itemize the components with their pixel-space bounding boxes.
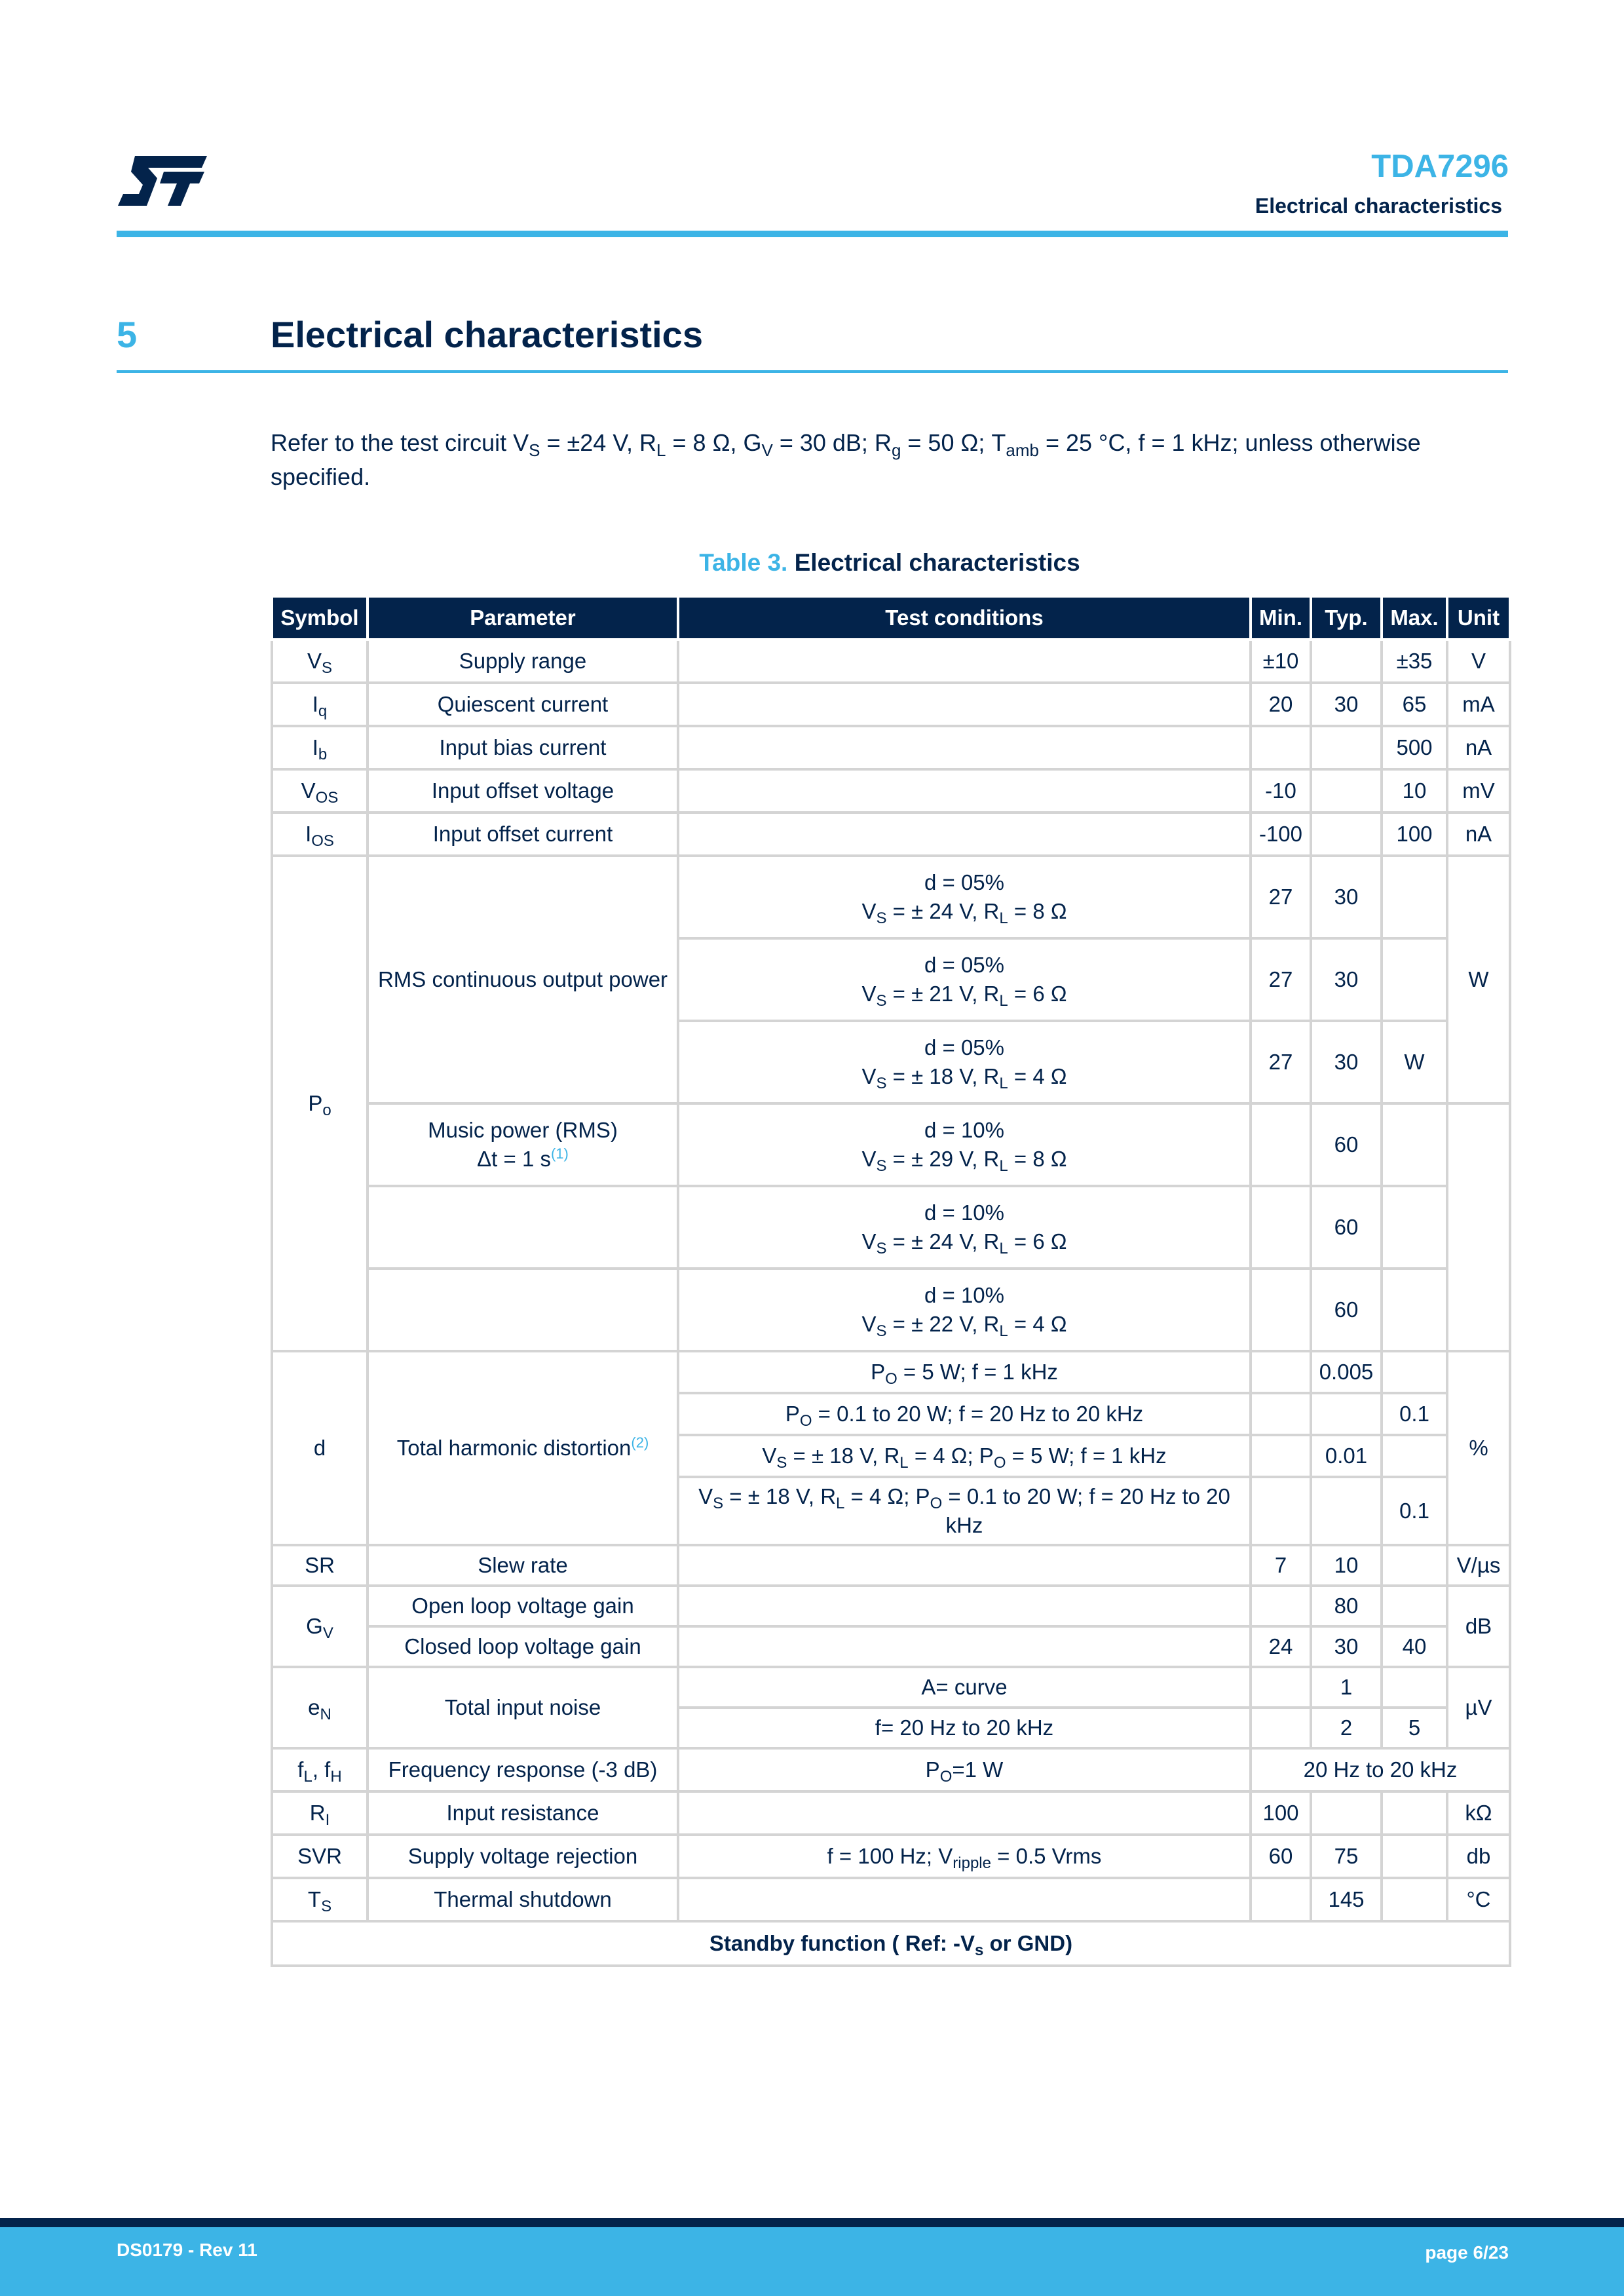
unit-cell: dB [1447, 1586, 1510, 1667]
section-divider [117, 370, 1508, 373]
condition-cell: f = 100 Hz; $V_{ripple} = 0.5$ Vrms [678, 1835, 1251, 1878]
max-cell [1382, 1269, 1447, 1351]
max-cell [1382, 856, 1447, 938]
unit-cell: W [1447, 856, 1510, 1103]
header-parameter: Parameter [368, 596, 678, 640]
unit-cell: kΩ [1447, 1791, 1510, 1835]
min-cell: 20 [1251, 683, 1311, 726]
condition-cell [678, 640, 1251, 683]
max-cell [1382, 1878, 1447, 1921]
unit-cell: µV [1447, 1667, 1510, 1748]
symbol-cell: $f_L$, $f_H$ [272, 1748, 368, 1791]
table-row [272, 1626, 1510, 1667]
condition-cell: d = 10% $V_S$ = ± 24 V, $R_L = 6$ Ω [678, 1186, 1251, 1269]
min-cell: 60 [1251, 1835, 1311, 1878]
footer-page-number: page 6/23 [1425, 2242, 1509, 2263]
table-row [272, 1878, 1510, 1921]
typ-cell: 0.005 [1311, 1351, 1382, 1393]
condition-cell: $P_O = 5$ W; f = 1 kHz [678, 1351, 1251, 1393]
condition-cell: d = 10% $V_S$ = ± 22 V, $R_L = 4$ Ω [678, 1269, 1251, 1351]
min-cell: 27 [1251, 856, 1311, 938]
parameter-cell: Closed loop voltage gain [368, 1626, 678, 1667]
min-cell [1251, 1477, 1311, 1545]
typ-cell: 0.01 [1311, 1435, 1382, 1477]
max-cell: ±35 [1382, 640, 1447, 683]
table-row [272, 813, 1510, 856]
min-cell [1251, 1351, 1311, 1393]
table-row [272, 683, 1510, 726]
min-cell [1251, 1269, 1311, 1351]
header-min: Min. [1251, 596, 1311, 640]
symbol-cell: SVR [272, 1835, 368, 1878]
max-cell [1382, 1186, 1447, 1269]
min-cell [1251, 1186, 1311, 1269]
max-cell: 5 [1382, 1708, 1447, 1748]
max-cell [1382, 1103, 1447, 1186]
typ-cell: 2 [1311, 1708, 1382, 1748]
parameter-cell: Supply voltage rejection [368, 1835, 678, 1878]
condition-cell [678, 1878, 1251, 1921]
table-caption: Table 3. Electrical characteristics [699, 549, 1080, 576]
typ-cell: 75 [1311, 1835, 1382, 1878]
typ-cell: 30 [1311, 856, 1382, 938]
parameter-cell: Music power (RMS) Δt = 1 $s^{(1)}$ [368, 1103, 678, 1186]
condition-cell: $P_O=1$ W [678, 1748, 1251, 1791]
typ-cell [1311, 813, 1382, 856]
condition-cell [678, 769, 1251, 813]
max-cell [1382, 1791, 1447, 1835]
condition-cell [678, 683, 1251, 726]
max-cell: 100 [1382, 813, 1447, 856]
condition-cell [678, 813, 1251, 856]
header-unit: Unit [1447, 596, 1510, 640]
typ-cell: 80 [1311, 1586, 1382, 1626]
table-row [272, 1835, 1510, 1878]
condition-cell [678, 1545, 1251, 1586]
unit-cell: mA [1447, 683, 1510, 726]
parameter-cell [368, 1186, 678, 1269]
symbol-cell: $e_N$ [272, 1667, 368, 1748]
symbol-cell: $I_q$ [272, 683, 368, 726]
unit-cell: nA [1447, 813, 1510, 856]
symbol-cell: $R_I$ [272, 1791, 368, 1835]
section-number: 5 [117, 314, 138, 355]
min-cell: -10 [1251, 769, 1311, 813]
min-cell [1251, 726, 1311, 769]
typ-cell [1311, 769, 1382, 813]
unit-cell: % [1447, 1351, 1510, 1545]
max-cell [1382, 938, 1447, 1021]
typ-cell: 30 [1311, 1021, 1382, 1103]
min-cell: 27 [1251, 1021, 1311, 1103]
max-cell [1382, 1435, 1447, 1477]
unit-cell: V [1447, 640, 1510, 683]
parameter-cell: Thermal shutdown [368, 1878, 678, 1921]
typ-cell [1311, 1477, 1382, 1545]
max-cell: 500 [1382, 726, 1447, 769]
parameter-cell: Open loop voltage gain [368, 1586, 678, 1626]
table-header-row [272, 596, 1510, 640]
symbol-cell: $I_b$ [272, 726, 368, 769]
symbol-cell: $I_{OS}$ [272, 813, 368, 856]
typ-cell: 60 [1311, 1269, 1382, 1351]
header-symbol: Symbol [272, 596, 368, 640]
unit-cell: db [1447, 1835, 1510, 1878]
typ-cell: 145 [1311, 1878, 1382, 1921]
condition-cell: d = 05% $V_S$ = ± 18 V, $R_L = 4$ Ω [678, 1021, 1251, 1103]
parameter-cell: Input resistance [368, 1791, 678, 1835]
typ-cell: 30 [1311, 1626, 1382, 1667]
max-cell [1382, 1667, 1447, 1708]
table-row [272, 769, 1510, 813]
max-cell [1382, 1351, 1447, 1393]
typ-cell [1311, 1393, 1382, 1435]
table-row [272, 1103, 1510, 1186]
min-cell [1251, 1667, 1311, 1708]
symbol-cell: SR [272, 1545, 368, 1586]
symbol-cell: $G_V$ [272, 1586, 368, 1667]
condition-cell: $V_S$ = ± 18 V, $R_L = 4$ Ω; $P_O = 5$ W; f = 1 kHz [678, 1435, 1251, 1477]
unit-cell [1447, 1103, 1510, 1351]
min-cell: 7 [1251, 1545, 1311, 1586]
parameter-cell: Supply range [368, 640, 678, 683]
table-row [272, 1921, 1510, 1966]
max-cell: 10 [1382, 769, 1447, 813]
max-cell: 40 [1382, 1626, 1447, 1667]
table-row [272, 856, 1510, 938]
typ-cell: 30 [1311, 938, 1382, 1021]
parameter-cell: Quiescent current [368, 683, 678, 726]
standby-function-heading: Standby function ( Ref: $-V_s$ or GND) [272, 1921, 1510, 1966]
min-cell [1251, 1393, 1311, 1435]
condition-cell: d = 05% $V_S$ = ± 21 V, $R_L = 6$ Ω [678, 938, 1251, 1021]
min-cell: ±10 [1251, 640, 1311, 683]
max-cell [1382, 1835, 1447, 1878]
condition-cell: f= 20 Hz to 20 kHz [678, 1708, 1251, 1748]
footer-revision: DS0179 - Rev 11 [117, 2240, 257, 2260]
min-cell [1251, 1435, 1311, 1477]
min-cell: 100 [1251, 1791, 1311, 1835]
min-cell: 27 [1251, 938, 1311, 1021]
parameter-cell [368, 1269, 678, 1351]
header-max: Max. [1382, 596, 1447, 640]
typ-cell: 10 [1311, 1545, 1382, 1586]
parameter-cell: RMS continuous output power [368, 856, 678, 1103]
table-row [272, 1351, 1510, 1393]
table-row [272, 1748, 1510, 1791]
header-typ: Typ. [1311, 596, 1382, 640]
parameter-cell: Input offset current [368, 813, 678, 856]
footer-divider [0, 2218, 1624, 2227]
condition-cell: $P_O = 0.1$ to 20 W; f = 20 Hz to 20 kHz [678, 1393, 1251, 1435]
symbol-cell: $V_S$ [272, 640, 368, 683]
min-cell: 24 [1251, 1626, 1311, 1667]
table-row [272, 1667, 1510, 1708]
electrical-characteristics-table [271, 595, 1511, 1967]
symbol-cell: $P_o$ [272, 856, 368, 1351]
table-row [272, 640, 1510, 683]
condition-cell: A= curve [678, 1667, 1251, 1708]
condition-cell [678, 1626, 1251, 1667]
min-cell [1251, 1878, 1311, 1921]
parameter-cell: Slew rate [368, 1545, 678, 1586]
table-row [272, 1545, 1510, 1586]
parameter-cell: Total input noise [368, 1667, 678, 1748]
table-row [272, 726, 1510, 769]
condition-cell: d = 05% $V_S$ = ± 24 V, $R_L = 8$ Ω [678, 856, 1251, 938]
typ-cell [1311, 1791, 1382, 1835]
typ-cell: 60 [1311, 1103, 1382, 1186]
unit-cell: mV [1447, 769, 1510, 813]
header-section-label: Electrical characteristics [1255, 194, 1502, 218]
min-cell: -100 [1251, 813, 1311, 856]
typ-cell: 1 [1311, 1667, 1382, 1708]
max-cell [1382, 1586, 1447, 1626]
typ-cell [1311, 726, 1382, 769]
unit-cell: °C [1447, 1878, 1510, 1921]
max-cell: 0.1 [1382, 1477, 1447, 1545]
unit-cell: V/µs [1447, 1545, 1510, 1586]
symbol-cell: d [272, 1351, 368, 1545]
test-conditions-paragraph: Refer to the test circuit $V_S = \pm 24$ V, $R_L = 8$ Ω, $G_V = 30$ dB; $R_g = 50$ Ω; $T_{amb} = 25$ °C, f = 1 kHz; unless otherwise specified. [271, 429, 1421, 490]
parameter-cell: Total harmonic distortion$^{(2)}$ [368, 1351, 678, 1545]
max-cell [1382, 1545, 1447, 1586]
max-cell: 0.1 [1382, 1393, 1447, 1435]
st-logo-icon [117, 155, 208, 207]
max-cell: W [1382, 1021, 1447, 1103]
typ-cell: 60 [1311, 1186, 1382, 1269]
max-cell: 65 [1382, 683, 1447, 726]
condition-cell: d = 10% $V_S$ = ± 29 V, $R_L = 8$ Ω [678, 1103, 1251, 1186]
parameter-cell: Input bias current [368, 726, 678, 769]
header-test-conditions: Test conditions [678, 596, 1251, 640]
symbol-cell: $T_S$ [272, 1878, 368, 1921]
unit-cell: nA [1447, 726, 1510, 769]
typ-cell: 30 [1311, 683, 1382, 726]
table-row [272, 1791, 1510, 1835]
header-divider [117, 231, 1508, 237]
condition-cell [678, 1586, 1251, 1626]
min-cell [1251, 1586, 1311, 1626]
typ-cell [1311, 640, 1382, 683]
table-row [272, 1186, 1510, 1269]
range-cell: 20 Hz to 20 kHz [1251, 1748, 1510, 1791]
table-row [272, 1586, 1510, 1626]
condition-cell: $V_S$ = ± 18 V, $R_L = 4$ Ω; $P_O = 0.1$ to 20 W; f = 20 Hz to 20 kHz [678, 1477, 1251, 1545]
parameter-cell: Input offset voltage [368, 769, 678, 813]
symbol-cell: $V_{OS}$ [272, 769, 368, 813]
table-row [272, 1269, 1510, 1351]
section-title: Electrical characteristics [271, 314, 703, 355]
condition-cell [678, 1791, 1251, 1835]
parameter-cell: Frequency response (-3 dB) [368, 1748, 678, 1791]
condition-cell [678, 726, 1251, 769]
min-cell [1251, 1103, 1311, 1186]
document-title: TDA7296 [1371, 149, 1509, 184]
min-cell [1251, 1708, 1311, 1748]
